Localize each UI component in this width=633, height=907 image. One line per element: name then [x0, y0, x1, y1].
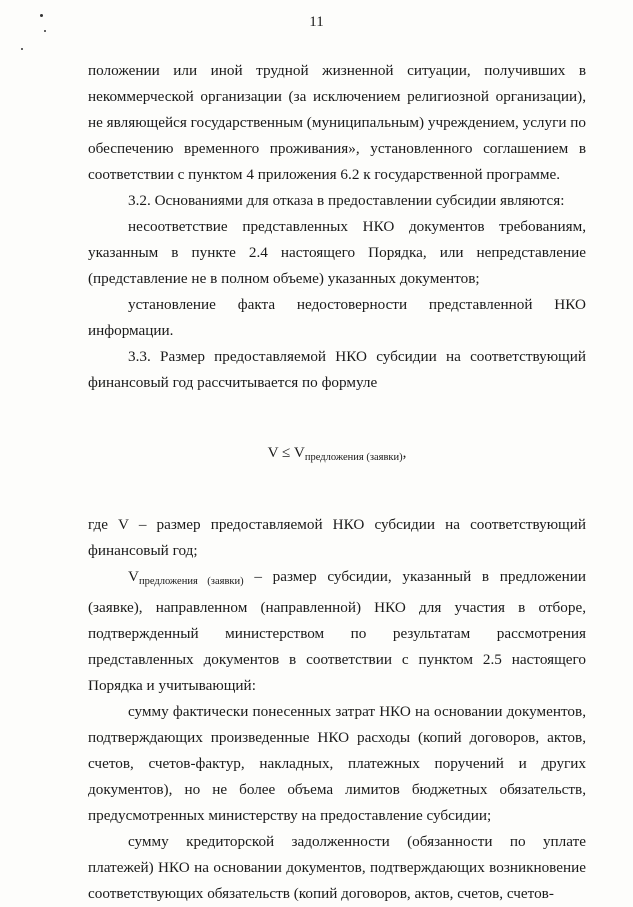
formula-subscript: предложения (заявки) [304, 452, 403, 463]
formula [88, 440, 586, 471]
paragraph-continuation: положении или иной трудной жизненной ситуации, получивших в некоммерческой организации (за исключением религиозной организации), не являющейся государственным (муниципальным) учреждением, услуги по обеспечению временного проживания», установленного соглашением в соответствии с пунктом 4 приложения 6.2 к государственной программе. [88, 62, 586, 183]
paragraph-3-2: 3.2. Основаниями для отказа в предоставлении субсидии являются: [128, 192, 565, 209]
paragraph-v-definition [88, 564, 586, 699]
document-body [88, 58, 586, 907]
paragraph-accounts-payable: сумму кредиторской задолженности (обязанности по уплате платежей) НКО на основании документов, подтверждающих возникновение соответствующих обязательств (копий договоров, актов, счетов, счетов- [88, 833, 586, 902]
paragraph-actual-costs: сумму фактически понесенных затрат НКО на основании документов, подтверждающих произведенные НКО расходы (копий договоров, актов, счетов, счетов-фактур, накладных, платежных поручений и других документов), но не более объема лимитов бюджетных обязательств, предусмотренных министерству на предоставление субсидии; [88, 703, 586, 824]
scan-speck [21, 48, 23, 50]
paragraph-where-v: где V – размер предоставляемой НКО субсидии на соответствующий финансовый год; [88, 516, 586, 559]
v-subscript: предложения (заявки) [138, 576, 244, 587]
paragraph-3-3: 3.3. Размер предоставляемой НКО субсидии на соответствующий финансовый год рассчитывается по формуле [88, 348, 586, 391]
v-definition-text: – размер субсидии, указанный в предложении (заявке), направленном (направленной) НКО для участия в отборе, подтвержденный министерством по результатам рассмотрения представленных документов в соответствии с пунктом 2.5 настоящего Порядка и учитывающий: [88, 568, 586, 694]
paragraph-refusal-reason-2: установление факта недостоверности представленной НКО информации. [88, 296, 586, 339]
formula-main: V ≤ V [267, 444, 305, 461]
paragraph-refusal-reason-1: несоответствие представленных НКО документов требованиям, указанным в пункте 2.4 настоящего Порядка, или непредставление (представление не в полном объеме) указанных документов; [88, 218, 586, 287]
v-symbol: V [128, 568, 139, 585]
page-number: 11 [309, 14, 324, 30]
formula-tail: , [402, 444, 407, 461]
